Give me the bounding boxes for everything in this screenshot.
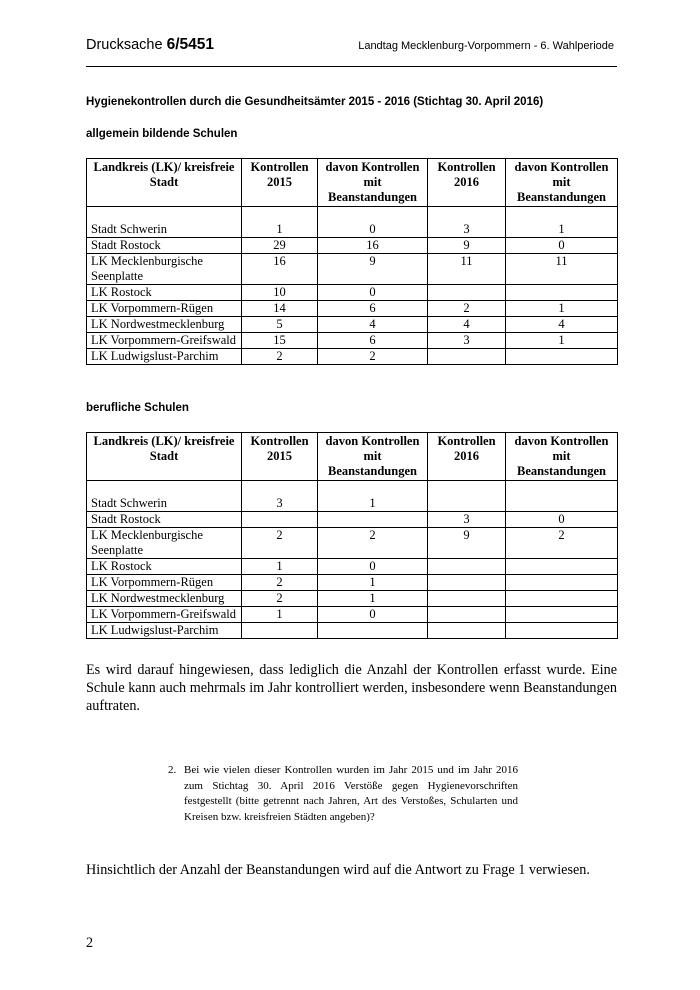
- complaints-2016-cell: 4: [506, 317, 618, 333]
- region-cell: Stadt Schwerin: [87, 207, 242, 238]
- complaints-2016-cell: 0: [506, 512, 618, 528]
- controls-2016-cell: [428, 607, 506, 623]
- region-cell: LK Rostock: [87, 285, 242, 301]
- parliament-period: Landtag Mecklenburg-Vorpommern - 6. Wahlperiode: [358, 40, 614, 52]
- controls-2016-cell: 11: [428, 254, 506, 285]
- table-row: [87, 301, 618, 317]
- controls-2016-cell: 3: [428, 207, 506, 238]
- complaints-2016-cell: [506, 481, 618, 512]
- complaints-2015-cell: 16: [318, 238, 428, 254]
- controls-2015-cell: 2: [242, 528, 318, 559]
- complaints-2016-cell: 1: [506, 333, 618, 349]
- complaints-2015-cell: 0: [318, 207, 428, 238]
- controls-2015-cell: 2: [242, 349, 318, 365]
- controls-2016-cell: [428, 559, 506, 575]
- complaints-2016-cell: 11: [506, 254, 618, 285]
- page-title: Hygienekontrollen durch die Gesundheitsämter 2015 - 2016 (Stichtag 30. April 2016): [86, 96, 544, 108]
- table-row: [87, 528, 618, 559]
- region-cell: LK Vorpommern-Greifswald: [87, 333, 242, 349]
- region-cell: LK Mecklenburgische Seenplatte: [87, 254, 242, 285]
- document-number-label: Drucksache: [86, 37, 163, 53]
- document-number-value: 6/5451: [166, 36, 215, 53]
- controls-2016-cell: 4: [428, 317, 506, 333]
- region-cell: Stadt Rostock: [87, 238, 242, 254]
- table-row: [87, 591, 618, 607]
- table-row: [87, 349, 618, 365]
- controls-2015-cell: 10: [242, 285, 318, 301]
- controls-2016-cell: [428, 575, 506, 591]
- complaints-2015-cell: 2: [318, 528, 428, 559]
- controls-2016-cell: 2: [428, 301, 506, 317]
- complaints-2015-cell: 0: [318, 607, 428, 623]
- page-number: 2: [86, 935, 94, 951]
- controls-2015-cell: 16: [242, 254, 318, 285]
- note-paragraph: Es wird darauf hingewiesen, dass lediglich die Anzahl der Kontrollen erfasst wurde. Eine Schule kann auch mehrmals im Jahr kontrolliert werden, insbesondere wenn Beanstandungen auftraten.: [86, 662, 617, 714]
- complaints-2015-cell: 0: [318, 285, 428, 301]
- complaints-2016-cell: [506, 559, 618, 575]
- col-complaints-2016: davon Kontrollen mit Beanstandungen: [506, 433, 618, 481]
- complaints-2015-cell: 1: [318, 591, 428, 607]
- complaints-2016-cell: [506, 607, 618, 623]
- question-number: 2.: [168, 764, 177, 776]
- table-row: [87, 559, 618, 575]
- table1-heading: allgemein bildende Schulen: [86, 128, 238, 140]
- col-complaints-2015: davon Kontrollen mit Beanstandungen: [318, 433, 428, 481]
- region-cell: LK Ludwigslust-Parchim: [87, 623, 242, 639]
- region-cell: Stadt Schwerin: [87, 481, 242, 512]
- controls-2016-cell: [428, 481, 506, 512]
- complaints-2015-cell: 1: [318, 575, 428, 591]
- table-row: [87, 481, 618, 512]
- controls-2016-cell: 3: [428, 512, 506, 528]
- table-row: [87, 238, 618, 254]
- region-cell: LK Ludwigslust-Parchim: [87, 349, 242, 365]
- table-row: [87, 623, 618, 639]
- complaints-2015-cell: 4: [318, 317, 428, 333]
- controls-2015-cell: [242, 512, 318, 528]
- controls-2015-cell: 1: [242, 607, 318, 623]
- complaints-2016-cell: [506, 349, 618, 365]
- table-row: [87, 575, 618, 591]
- complaints-2016-cell: 2: [506, 528, 618, 559]
- controls-2016-cell: 9: [428, 528, 506, 559]
- col-controls-2015: Kontrollen 2015: [242, 159, 318, 207]
- controls-2016-cell: 3: [428, 333, 506, 349]
- controls-2015-cell: 2: [242, 591, 318, 607]
- table-row: [87, 207, 618, 238]
- col-complaints-2016: davon Kontrollen mit Beanstandungen: [506, 159, 618, 207]
- controls-2015-cell: 5: [242, 317, 318, 333]
- complaints-2015-cell: 9: [318, 254, 428, 285]
- region-cell: LK Vorpommern-Greifswald: [87, 607, 242, 623]
- region-cell: LK Rostock: [87, 559, 242, 575]
- controls-2016-cell: [428, 285, 506, 301]
- table-vocational-schools: [86, 432, 618, 639]
- complaints-2016-cell: 1: [506, 207, 618, 238]
- complaints-2015-cell: 1: [318, 481, 428, 512]
- region-cell: Stadt Rostock: [87, 512, 242, 528]
- question-block: [168, 763, 518, 825]
- controls-2016-cell: [428, 591, 506, 607]
- table2-heading: berufliche Schulen: [86, 402, 189, 414]
- complaints-2016-cell: [506, 591, 618, 607]
- col-controls-2016: Kontrollen 2016: [428, 433, 506, 481]
- table-header-row: [87, 159, 618, 207]
- table-row: [87, 333, 618, 349]
- complaints-2016-cell: [506, 575, 618, 591]
- controls-2015-cell: 29: [242, 238, 318, 254]
- question-text: Bei wie vielen dieser Kontrollen wurden im Jahr 2015 und im Jahr 2016 zum Stichtag 30. April 2016 Verstöße gegen Hygienevorschriften festgestellt (bitte getrennt nach Jahren, Art des Verstoßes, Schularten und Kreisen bzw. kreisfreien Städten angeben)?: [184, 764, 518, 823]
- controls-2015-cell: 2: [242, 575, 318, 591]
- answer-paragraph: Hinsichtlich der Anzahl der Beanstandungen wird auf die Antwort zu Frage 1 verwiesen.: [86, 862, 590, 878]
- complaints-2015-cell: [318, 512, 428, 528]
- col-controls-2015: Kontrollen 2015: [242, 433, 318, 481]
- complaints-2015-cell: 0: [318, 559, 428, 575]
- complaints-2016-cell: [506, 623, 618, 639]
- region-cell: LK Mecklenburgische Seenplatte: [87, 528, 242, 559]
- controls-2015-cell: 3: [242, 481, 318, 512]
- col-region: Landkreis (LK)/ kreisfreie Stadt: [87, 159, 242, 207]
- complaints-2016-cell: [506, 285, 618, 301]
- complaints-2015-cell: 2: [318, 349, 428, 365]
- region-cell: LK Vorpommern-Rügen: [87, 575, 242, 591]
- controls-2016-cell: 9: [428, 238, 506, 254]
- region-cell: LK Vorpommern-Rügen: [87, 301, 242, 317]
- header-divider: [86, 66, 617, 67]
- controls-2015-cell: 14: [242, 301, 318, 317]
- controls-2016-cell: [428, 349, 506, 365]
- controls-2015-cell: 1: [242, 207, 318, 238]
- document-number: [86, 36, 214, 54]
- complaints-2016-cell: 1: [506, 301, 618, 317]
- table-row: [87, 317, 618, 333]
- table-row: [87, 512, 618, 528]
- complaints-2016-cell: 0: [506, 238, 618, 254]
- controls-2015-cell: 15: [242, 333, 318, 349]
- controls-2016-cell: [428, 623, 506, 639]
- region-cell: LK Nordwestmecklenburg: [87, 591, 242, 607]
- controls-2015-cell: [242, 623, 318, 639]
- complaints-2015-cell: 6: [318, 333, 428, 349]
- table-row: [87, 254, 618, 285]
- col-complaints-2015: davon Kontrollen mit Beanstandungen: [318, 159, 428, 207]
- table-row: [87, 285, 618, 301]
- complaints-2015-cell: [318, 623, 428, 639]
- complaints-2015-cell: 6: [318, 301, 428, 317]
- region-cell: LK Nordwestmecklenburg: [87, 317, 242, 333]
- controls-2015-cell: 1: [242, 559, 318, 575]
- table-header-row: [87, 433, 618, 481]
- table-row: [87, 607, 618, 623]
- table-general-schools: [86, 158, 618, 365]
- col-controls-2016: Kontrollen 2016: [428, 159, 506, 207]
- col-region: Landkreis (LK)/ kreisfreie Stadt: [87, 433, 242, 481]
